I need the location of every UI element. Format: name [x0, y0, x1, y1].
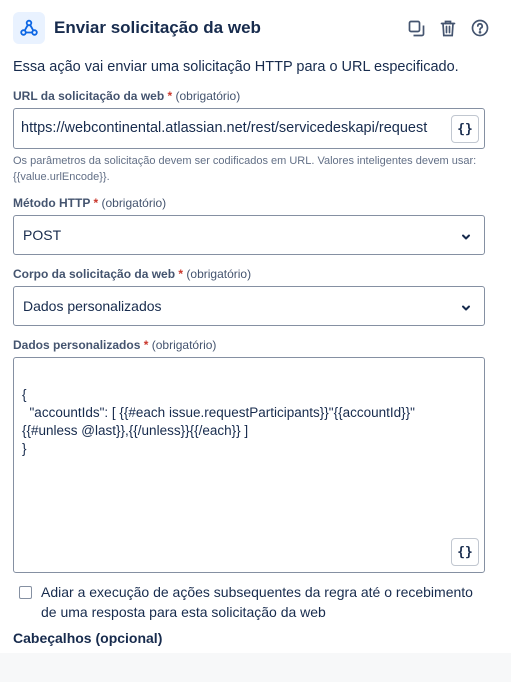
- page-title: Enviar solicitação da web: [54, 18, 261, 37]
- delay-execution-checkbox[interactable]: [19, 586, 32, 599]
- smart-values-button[interactable]: {}: [451, 115, 479, 143]
- header-actions: [405, 17, 491, 39]
- required-mark: *: [143, 338, 149, 352]
- method-field-label: [13, 196, 166, 210]
- optional-note: (obrigatório): [175, 89, 241, 103]
- body-field-label: [13, 267, 251, 281]
- request-body-value: Dados personalizados: [23, 298, 162, 314]
- method-label-text: Método HTTP: [13, 196, 91, 210]
- smart-values-button[interactable]: {}: [451, 538, 479, 566]
- url-field-label: [13, 89, 240, 103]
- optional-note: (obrigatório): [101, 196, 167, 210]
- request-body-select[interactable]: [13, 286, 485, 326]
- url-help-text: Os parâmetros da solicitação devem ser codificados em URL. Valores inteligentes devem usar: {{value.urlEncode}}.: [13, 155, 477, 183]
- headers-section-title: Cabeçalhos (opcional): [13, 630, 163, 646]
- custom-data-label-text: Dados personalizados: [13, 338, 141, 352]
- required-mark: *: [178, 267, 184, 281]
- chevron-down-icon: [460, 301, 472, 317]
- custom-data-label: [13, 338, 216, 352]
- footer-band: [0, 653, 511, 682]
- webhook-icon: [13, 12, 45, 44]
- required-mark: *: [167, 89, 173, 103]
- custom-data-value[interactable]: { "accountIds": [ {{#each issue.requestParticipants}}"{{accountId}}" {{#unless @last}},{{/unless}}{{/each}} ] }: [22, 387, 415, 456]
- delay-execution-label[interactable]: Adiar a execução de ações subsequentes da regra até o recebimento de uma resposta para esta solicitação da web: [41, 584, 473, 620]
- required-mark: *: [93, 196, 99, 210]
- question-circle-icon[interactable]: [469, 17, 491, 39]
- copy-icon[interactable]: [405, 17, 427, 39]
- action-header: [13, 12, 499, 44]
- url-input-value[interactable]: https://webcontinental.atlassian.net/rest/servicedeskapi/request: [21, 120, 428, 136]
- body-label-text: Corpo da solicitação da web: [13, 267, 176, 281]
- url-input[interactable]: [13, 108, 485, 149]
- http-method-select[interactable]: [13, 215, 485, 255]
- http-method-value: POST: [23, 227, 62, 243]
- delay-execution-option: [19, 582, 481, 622]
- url-label-text: URL da solicitação da web: [13, 89, 165, 103]
- optional-note: (obrigatório): [151, 338, 217, 352]
- optional-note: (obrigatório): [186, 267, 252, 281]
- custom-data-textarea[interactable]: [13, 357, 485, 573]
- action-description: Essa ação vai enviar uma solicitação HTTP para o URL especificado.: [13, 59, 459, 75]
- trash-icon[interactable]: [437, 17, 459, 39]
- chevron-down-icon: [460, 230, 472, 246]
